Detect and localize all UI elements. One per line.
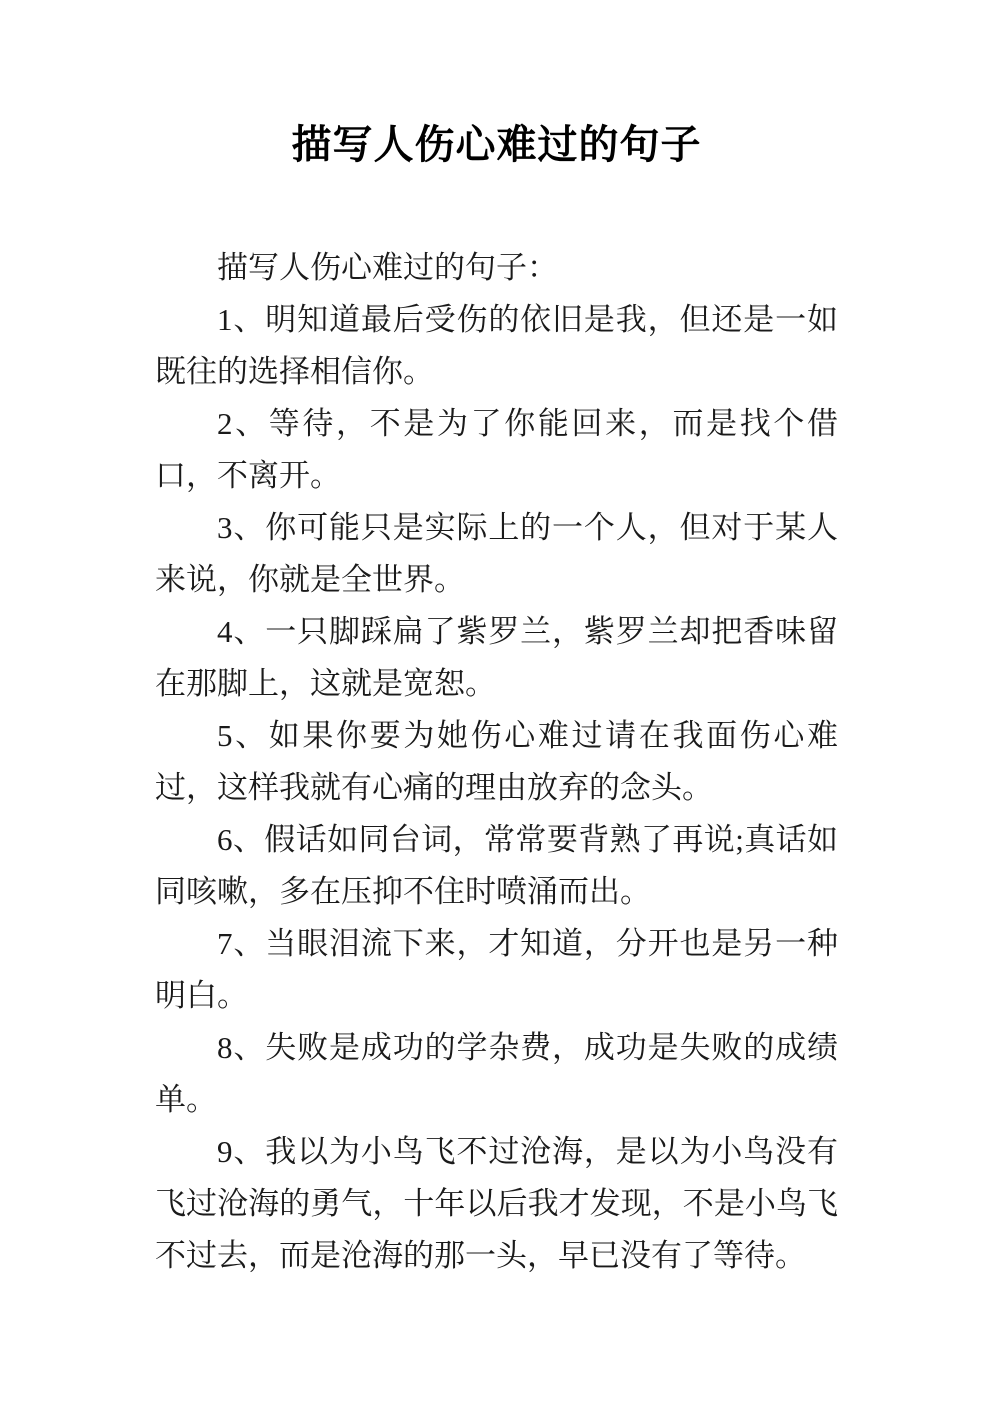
sentence-item-3: 3、你可能只是实际上的一个人，但对于某人来说，你就是全世界。 (155, 510, 838, 597)
sentence-item-1: 1、明知道最后受伤的依旧是我，但还是一如既往的选择相信你。 (155, 302, 838, 389)
sentence-item-4: 4、一只脚踩扁了紫罗兰，紫罗兰却把香味留在那脚上，这就是宽恕。 (155, 614, 838, 701)
sentence-item-2: 2、等待，不是为了你能回来，而是找个借口，不离开。 (155, 406, 838, 493)
sentence-item-6: 6、假话如同台词，常常要背熟了再说;真话如同咳嗽，多在压抑不住时喷涌而出。 (155, 822, 838, 909)
intro-line: 描写人伤心难过的句子： (217, 250, 558, 285)
sentence-item-5: 5、如果你要为她伤心难过请在我面伤心难过，这样我就有心痛的理由放弃的念头。 (155, 718, 838, 805)
sentence-item-9: 9、我以为小鸟飞不过沧海，是以为小鸟没有飞过沧海的勇气，十年以后我才发现，不是小鸟飞不过去，而是沧海的那一头，早已没有了等待。 (155, 1134, 838, 1273)
page-title: 描写人伤心难过的句子 (291, 123, 702, 167)
document-body (155, 242, 838, 1282)
sentence-item-8: 8、失败是成功的学杂费，成功是失败的成绩单。 (155, 1030, 838, 1117)
sentence-item-7: 7、当眼泪流下来，才知道，分开也是另一种明白。 (155, 926, 838, 1013)
